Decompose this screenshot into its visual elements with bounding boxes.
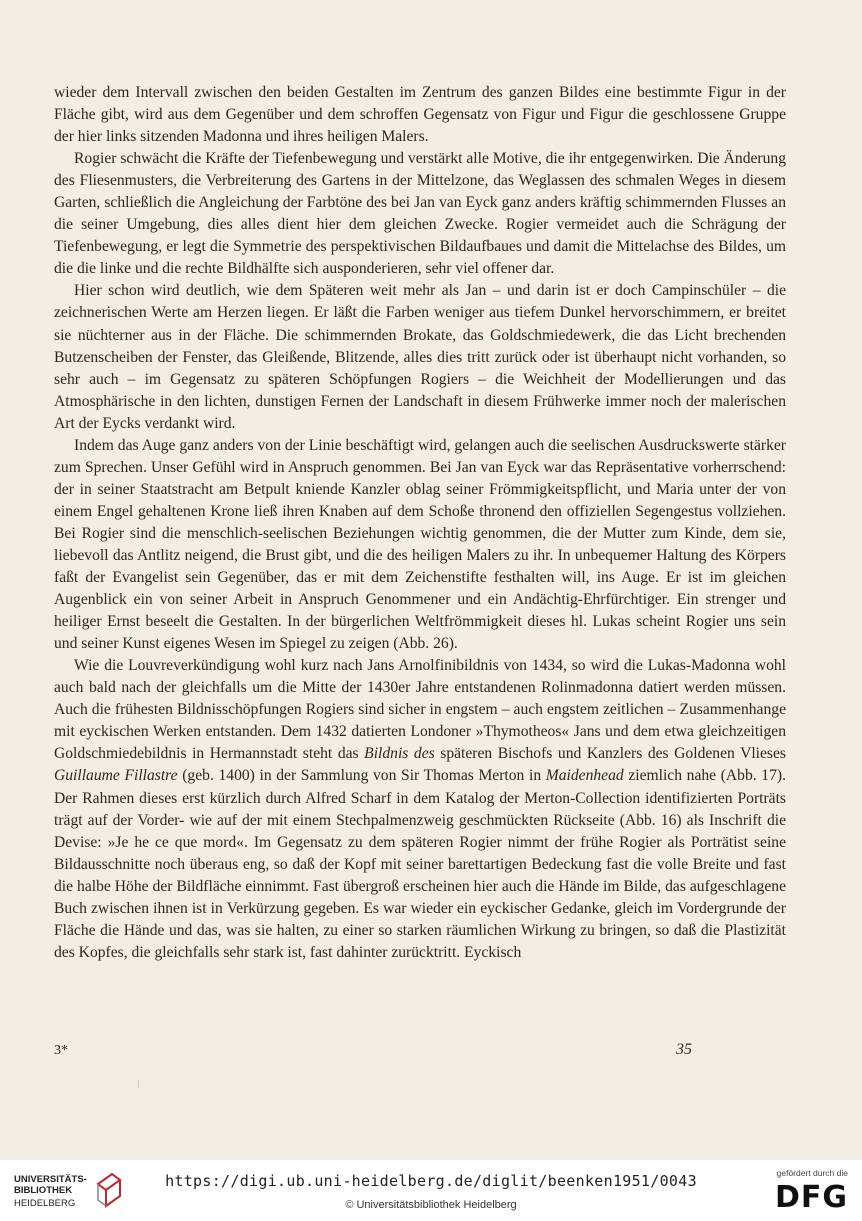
paragraph-1: wieder dem Intervall zwischen den beiden Gestalten im Zentrum des ganzen Bildes eine bestimmte Figur in der Fläche gibt, wird aus dem Gegenüber und dem schroffen Gegensatz von Figur und Figur die geschlossene Gruppe der hier links sitzenden Madonna und ihres heiligen Malers. [54,84,786,146]
paragraph-4: Indem das Auge ganz anders von der Linie beschäftigt wird, gelangen auch die seelischen Ausdruckswerte stärker zum Sprechen. Unser Gefühl wird in Anspruch genommen. Bei Jan van Eyck war das Repräsentative vorherrschend: der in seiner Staatstracht am Betpult kniende Kanzler oblag seiner Frömmigkeitspflicht, und Maria unter der von einem Engel gehaltenen Krone ließ ihren Knaben auf dem Schoße thronend den offiziellen Segengestus vollziehen. Bei Rogier sind die menschlich-seelischen Beziehungen wichtig genommen, die der Mutter zum Kinde, dem sie, liebevoll das Antlitz neigend, die Brust gibt, und die des heiligen Malers zu ihr. In unbequemer Haltung des Körpers faßt der Evangelist sein Gegenüber, das er mit dem Zeichenstifte festhalten will, ins Auge. Er ist im gleichen Augenblick ein von seiner Arbeit in Anspruch Genommener und ein Andächtig-Ehrfürchtiger. Ein strenger und heiliger Ernst beseelt die Gestalten. In der bürgerlichen Weltfrömmigkeit dieses hl. Lukas scheint Rogier uns sein und seiner Kunst eigenes Wesen im Spiegel zu zeigen (Abb. 26). [54,436,786,653]
viewer-footer [0,1160,862,1221]
library-name-line1: UNIVERSITÄTS- [14,1174,87,1185]
dfg-logo[interactable] [758,1168,848,1214]
permalink-url[interactable]: https://digi.ub.uni-heidelberg.de/diglit/beenken1951/0043 [165,1172,697,1190]
sheet-signature: 3* [54,1043,68,1058]
paragraph-3: Hier schon wird deutlich, wie dem Späteren weit mehr als Jan – und darin ist er doch Campinschüler – die zeichnerischen Werte am Herzen liegen. Er läßt die Farben weniger aus tiefem Dunkel hervorschimmern, er breitet sie nüchterner aus in der Fläche. Die schimmernden Brokate, das Goldschmiedewerk, die das Licht brechenden Butzenscheiben der Fenster, das Gleißende, Blitzende, alles dies tritt zurück oder ist überhaupt nicht vorhanden, so sehr auch – im Gegensatz zu späteren Schöpfungen Rogiers – die Weichheit der Modellierungen und das Atmosphärische in den lichten, dunstigen Fernen der Landschaft in diesem Frühwerke immer noch der malerischen Art der Eycks verdankt wird. [54,282,786,432]
paragraph-2: Rogier schwächt die Kräfte der Tiefenbewegung und verstärkt alle Motive, die ihr entgegenwirken. Die Änderung des Fliesenmusters, die Verbreiterung des Gartens in der Mittelzone, das Weglassen des schmalen Weges in diesem Garten, schließlich die Angleichung der Farbtöne des bei Jan van Eyck ganz anders kräftig schimmernden Flusses an die seiner Umgebung, dies alles dient hier dem gleichen Zwecke. Rogier vermeidet auch die Schrägung der Tiefenbewegung, er legt die Symmetrie des perspektivischen Bildaufbaues und damit die Mittelachse des Bildes, um die die linke und die rechte Bildhälfte sich ausponderieren, sehr viel offener dar. [54,150,786,278]
italic-phrase: Bildnis des [364,745,435,763]
dfg-wordmark: DFG [774,1180,848,1215]
copyright-notice: © Universitätsbibliothek Heidelberg [345,1199,517,1211]
library-name-line3: HEIDELBERG [14,1198,76,1209]
dfg-caption: gefördert durch die [776,1168,848,1178]
scan-mark [138,1080,139,1088]
library-name-line2: BIBLIOTHEK [14,1185,73,1196]
italic-phrase: Maidenhead [545,767,624,785]
body-text [54,82,786,964]
page-number: 35 [676,1041,692,1058]
paragraph-5: Wie die Louvreverkündigung wohl kurz nach Jans Arnolfinibildnis von 1434, so wird die Lukas-Madonna wohl auch bald nach der gleichfalls um die Mitte der 1430er Jahre entstandenen Rolinmadonna datiert werden müssen. Auch die frühesten Bildnisschöpfungen Rogiers sind sicher in engstem – auch engstem zeitlichen – Zusammenhange mit eyckischen Werken entstanden. Dem 1432 datierten Londoner »Thymotheos« Jans und dem etwa gleichzeitigen Goldschmiedebildnis in Hermannstadt steht das Bildnis des späteren Bischofs und Kanzlers des Goldenen Vlieses Guillaume Fillastre (geb. 1400) in der Sammlung von Sir Thomas Merton in Maidenhead ziemlich nahe (Abb. 17). Der Rahmen dieses erst kürzlich durch Alfred Scharf in dem Katalog der Merton-Collection identifizierten Porträts trägt auf der Vorder- wie auf der mit einem Stechpalmenzweig geschmückten Rückseite (Abb. 16) als Inschrift die Devise: »Je he ce que mord«. Im Gegensatz zu dem späteren Rogier nimmt der frühe Rogier als Porträtist seine Bildausschnitte noch überaus eng, so daß der Kopf mit seiner barettartigen Bedeckung fast die volle Breite und fast die halbe Höhe der Bildfläche einnimmt. Fast übergroß erscheinen hier auch die Hände im Bilde, das aufgeschlagene Buch zwischen ihnen ist in Verkürzung gegeben. Es war wieder ein eyckischer Gedanke, gleich im Vordergrunde der Fläche die Hände und das, was sie halten, zu einer so starken räumlichen Wirkung zu bringen, so daß die Plastizität des Kopfes, die gleichfalls sehr stark ist, fast dahinter zurücktritt. Eyckisch [54,657,786,961]
italic-phrase: Guillaume Fillastre [54,767,178,785]
